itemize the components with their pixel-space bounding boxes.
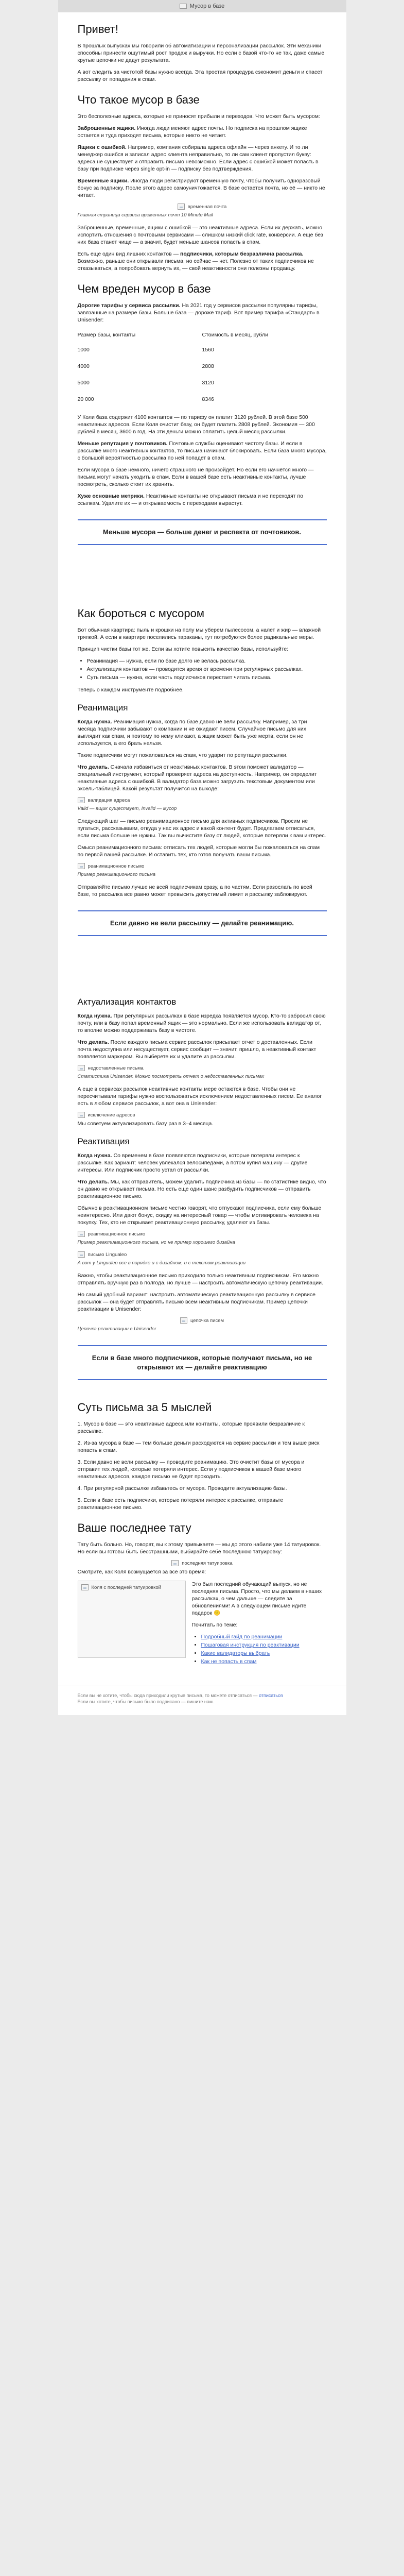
image-alt: реанимационное письмо [87, 863, 145, 869]
section-title-fight: Как бороться с мусором [77, 607, 204, 620]
section-paragraph: Заброшенные, временные, ящики с ошибкой — это неактивные адреса. Если их держать, можно испортить отношения с почтовыми сервисами — слишком низкий click rate, конверсии. А еще без них база станет чище — а значит, будет меньше шансов попасть в спам. [77, 225, 323, 245]
section-paragraph: Смысл реанимационного письма: отписать тех людей, которые могли бы пожаловаться на спам по первой вашей рассылке. И оставить тех, кто готов получать ваши письма. [77, 844, 320, 858]
table-cell: 3120 [202, 380, 214, 386]
image-alt: валидация адреса [87, 797, 130, 803]
summary-item: 3. Если давно не вели рассылку — проводите реанимацию. Это очистит базы от мусора и отправит тех людей, которые потеряли интерес. Если у подписчиков в вашей базе много неактивных адресов, каждое письмо не будет проходить. [77, 1459, 305, 1480]
image-caption: Цепочка реактивации в Unisender [77, 1326, 156, 1332]
related-link[interactable]: Какие валидаторы выбрать [201, 1650, 270, 1656]
list-item [201, 1633, 327, 1640]
term: Что делать. [77, 1039, 109, 1045]
section-paragraph: У Коли база содержит 4100 контактов — по тарифу он платит 3120 рублей. В этой базе 500 неактивных адресов. Если Коля очистит базу, он будет платить 2808 рублей. Экономия — 300 рублей в месяц, 3600 в год. На эти деньги можно оплатить целый месяц рассылки. [77, 414, 315, 435]
list-item [201, 1641, 327, 1649]
term: Дорогие тарифы у сервиса рассылки. [77, 302, 181, 309]
term: Заброшенные ящики. [77, 125, 136, 131]
table-cell: 1560 [202, 347, 214, 353]
section-paragraph: Отправляйте письмо лучше не всей подписчикам сразу, а по частям. Если разослать по всей базе, то рассылка все равно может превысить допустимый лимит и рассылку заблокируют. [77, 884, 312, 897]
image-alt: временная почта [187, 204, 227, 210]
image-placeholder [78, 797, 327, 803]
list-item: • Актуализация контактов — проводится время от времени при регулярных рассылках. [87, 666, 327, 673]
image-alt: письмо Lingualeo [87, 1251, 127, 1258]
term-description: Например, компания собирала адреса офлайн — через анкету. И то ли менеджер ошибся и записал адрес клиента неправильно, то ли сам клиент пропустил букву: адреса не существует и отправить письмо невозможно. Если адрес с ошибкой может попасть в базу при подписке через single opt-in — подписку без подтверждения. [77, 144, 319, 172]
intro-paragraph-2: А вот следить за чистотой базы нужно всегда. Эта простая процедура сэкономит деньги и спасет рассылку от попадания в спам. [77, 69, 323, 82]
pricing-table [78, 328, 327, 408]
section-paragraph: Такие подписчики могут пожаловаться на спам, что ударит по репутации рассылки. [77, 752, 288, 758]
term: Временные ящики. [77, 178, 129, 184]
spacer [78, 566, 327, 597]
table-row [78, 375, 327, 391]
section-paragraph [78, 1178, 327, 1200]
image-alt: последняя татуировка [182, 1560, 233, 1566]
text: При регулярных рассылках в базе изредка появляется мусор. Кто-то забросил свою почту, или в базу попал временный ящик — это нормально. Если же использовать валидатор от, то вполне можно поддерживать базу в чистоте. [77, 1013, 326, 1033]
unsubscribe-link[interactable]: отписаться [259, 1693, 283, 1698]
table-cell: 5000 [77, 380, 90, 386]
broken-image-icon [78, 1112, 85, 1118]
section-title-reanimation: Реанимация [77, 703, 128, 713]
section-title-tattoo: Ваше последнее тату [77, 1521, 191, 1534]
image-placeholder [78, 1317, 327, 1324]
image-alt: недоставленные письма [87, 1065, 144, 1071]
section-paragraph: Мы советуем актуализировать базу раз в 3–4 месяца. [77, 1121, 214, 1127]
broken-image-icon [180, 1317, 187, 1324]
term: подписчики, которым безразлична рассылка. [180, 251, 304, 257]
image-placeholder [78, 1581, 186, 1658]
text: Сначала избавиться от неактивных контактов. В этом поможет валидатор — специальный инструмент, который проверяет адреса на доступность. Например, он определит неактивные адреса с ошибкой. В валидатор база можно загрузить текстовым документом или эксель-таблицей. Какой результат получится на выходе: [77, 764, 317, 792]
section-paragraph [78, 1012, 327, 1034]
list-item [201, 1650, 327, 1657]
section-paragraph: Важно, чтобы реактивационное письмо приходило только неактивным подписчикам. Его можно отправлять вручную раз в полгода, но лучше — настроить автоматическую цепочку реактивации. [77, 1273, 323, 1286]
section-paragraph [78, 1152, 327, 1174]
table-cell: 1000 [77, 347, 90, 353]
term: Ящики с ошибкой. [77, 144, 127, 150]
term: Когда нужна. [77, 1013, 112, 1019]
list-item: • Суть письма — нужна, если часть подписчиков перестает читать письма. [87, 674, 327, 681]
section-paragraph: Но самый удобный вариант: настроить автоматическую реактивационную рассылку в сервисе рассылок — она будет отправлять письмо всем неактивным подписчикам. Пример цепочки реактивации в Unisender: [77, 1292, 315, 1312]
email-header-title: Мусор в базе [189, 3, 225, 9]
table-row [78, 342, 327, 358]
text: Реанимация нужна, когда по базе давно не вели рассылку. Например, за три месяца подписчики забывают о компании и не ожидают писем. Случайное письмо для них выглядит как спам, и поэтому по нему кликают, а ящик может быть уже мертв, если он не используется, а его брать нельзя. [77, 719, 307, 747]
term-description: Иногда люди регистрируют временную почту, чтобы получить одноразовый бонус за подписку. После этого адрес самоуничтожается. В базе остается почта, но её — никто не читает. [77, 178, 325, 198]
broken-image-icon [178, 204, 185, 210]
list-item [201, 1658, 327, 1665]
section-paragraph: Смотрите, как Коля возмущается за все это время: [77, 1569, 206, 1575]
text: Почтовые службы оценивают чистоту базы. И если в рассылке много неактивных контактов, то письма начинают блокировать. Если база много мусора, с большой вероятностью рассылка по ней попадет в спам. [77, 440, 327, 461]
list-item: • Реанимация — нужна, если по базе долго не велась рассылка. [87, 657, 327, 665]
term: Что делать. [77, 1179, 109, 1185]
image-placeholder [78, 1560, 327, 1566]
section-paragraph: Следующий шаг — письмо реанимационное письмо для активных подписчиков. Просим не пугаться, рассказываем, откуда у нас их адрес и какой контент будет. Предлагаем отписаться, если письма больше не нужны. Так вы вычистите базу от людей, которые потеряли к вам интерес. [77, 818, 326, 839]
table-header-cell: Стоимость в месяц, рубли [202, 332, 268, 338]
image-placeholder [78, 1251, 327, 1258]
section-paragraph: Это бесполезные адреса, которые не приносят прибыли и переходов. Что может быть мусором: [77, 113, 320, 120]
table-cell: 4000 [77, 363, 90, 369]
broken-image-icon [81, 1584, 89, 1590]
text: Со временем в базе появляются подписчики, которые потеряли интерес к рассылке. Как вариант: человек увлекался велосипедами, а потом купил машину — другие интересы. Или подписчик просто устал от рассылки. [77, 1153, 308, 1173]
broken-image-icon [78, 1251, 85, 1258]
table-row [78, 358, 327, 375]
section-paragraph [78, 764, 327, 792]
image-caption: Главная страница сервиса временных почт 10 Minute Mail [77, 212, 213, 218]
spacer [78, 957, 327, 988]
text: На 2021 год у сервисов рассылки популярны тарифы, завязанные на размере базы. Больше база — дороже тариф. Вот пример тарифа «Стандарт» в Unisender: [77, 302, 320, 323]
image-alt: исключение адресов [87, 1112, 135, 1118]
email-header [58, 0, 346, 12]
trash-item-temporary [78, 177, 327, 199]
highlight-banner: Меньше мусора — больше денег и респекта от почтовиков. [78, 519, 327, 545]
table-cell: 8346 [202, 396, 214, 402]
image-wrap [81, 1584, 161, 1590]
related-link[interactable]: Пошаговая инструкция по реактивации [201, 1642, 300, 1648]
section-paragraph: А еще в сервисах рассылок неактивные контакты мере остаются в базе. Чтобы они не пересчитывали тарифы нужно воспользоваться исключением недоставленных писем. Ее аналог есть в любом сервисе рассылок, а вот она в Unisender: [77, 1086, 322, 1107]
highlight-banner: Если в базе много подписчиков, которые получают письма, но не открывают их — делайте реактивацию [78, 1345, 327, 1380]
table-cell: 2808 [202, 363, 214, 369]
image-caption: Valid — ящик существует, Invalid — мусор [77, 806, 177, 811]
summary-item: 1. Мусор в базе — это неактивные адреса или контакты, которые проявили безразличие к рассылке. [77, 1421, 305, 1434]
text: Неактивные контакты не открывают письма и не переходят по ссылкам. Удалите их — и открываемость с переходами вырастут. [77, 493, 304, 506]
outro-text [192, 1581, 327, 1670]
related-links [201, 1633, 327, 1665]
table-header-cell: Размер базы, контакты [77, 332, 136, 338]
summary-item: 5. Если в базе есть подписчики, которые потеряли интерес к рассылке, отправьте реактивационное письмо. [77, 1497, 284, 1511]
section-paragraph [78, 493, 327, 507]
section-paragraph [78, 440, 327, 462]
section-paragraph: Вот обычная квартира: пыль и крошки на полу мы уберем пылесосом, а налет и жир — влажной тряпкой. А если в квартире поселились тараканы, тут потребуются более радикальные меры. [77, 627, 321, 640]
image-placeholder [78, 204, 327, 210]
image-placeholder [78, 1065, 327, 1071]
section-paragraph [78, 718, 327, 747]
image-caption: Статистика Unisender. Можно посмотреть отчет о недоставленных письмах [77, 1074, 265, 1079]
broken-image-icon [171, 1560, 179, 1566]
image-placeholder [78, 1112, 327, 1118]
image-caption: А вот у Lingualeo все в порядке и с дизайном, и с текстом реактивации [77, 1260, 246, 1266]
section-paragraph: Принцип чистки базы тот же. Если вы хотите повысить качество базы, используйте: [77, 646, 289, 652]
summary-item: 2. Из-за мусора в базе — тем больше деньги расходуются на сервис рассылки и тем выше риск попасть в спам. [77, 1440, 320, 1453]
image-alt: реактивационное письмо [87, 1231, 146, 1237]
term: Что делать. [77, 764, 109, 770]
broken-image-icon [78, 863, 85, 869]
section-title-harm: Чем вреден мусор в базе [77, 282, 211, 295]
term: Хуже основные метрики. [77, 493, 145, 499]
intro-paragraph-1: В прошлых выпусках мы говорили об автоматизации и персонализации рассылок. Эти механики способны принести ощутимый рост продаж и выручки. Но если с базой что-то не так, даже самые крутые цепочки не дадут результата. [77, 43, 325, 63]
image-caption: Пример реактивационного письма, но не пример хорошего дизайна [77, 1240, 235, 1245]
text: Возможно, раньше они открывали письма, но сейчас — нет. Полезно от таких подписчиков не отказываться, а попробовать вернуть их, — свой неактивности они полезны продавцу. [77, 258, 314, 272]
outro-block [78, 1581, 327, 1670]
table-row [78, 391, 327, 408]
text: После каждого письма сервис рассылок присылает отчет о доставленных. Если почта недоступна или несуществует, сервис сообщит — значит, пришло, а неактивный контакт появляется маркером. Вы выберете их и удалите из рассылки. [77, 1039, 317, 1060]
table-cell: 20 000 [77, 396, 94, 402]
term: Меньше репутация у почтовиков. [77, 440, 168, 447]
broken-image-icon [78, 797, 85, 803]
highlight-banner: Если давно не вели рассылку — делайте реанимацию. [78, 910, 327, 936]
section-paragraph: Если мусора в базе немного, ничего страшного не произойдёт. Но если его начнётся много — письма могут начать уходить в спам. Если в вашей базе есть неактивные контакты, лучше посмотреть, сколько стоит их хранить. [77, 467, 314, 487]
text: Мы, как отправитель, можем удалить подписчика из базы — по статистике видно, что он давно не открывает письма. Но есть еще один шанс разбудить подписчиков — отправить реактивационное письмо. [77, 1179, 326, 1199]
section-paragraph [78, 1039, 327, 1060]
term: Когда нужна. [77, 1153, 112, 1159]
logo-image-icon [180, 4, 187, 9]
related-title: Почитать по теме: [191, 1622, 238, 1628]
email-footer [58, 1686, 346, 1715]
section-title-actualization: Актуализация контактов [77, 997, 177, 1007]
trash-item-abandoned [78, 125, 327, 139]
trash-item-typo [78, 144, 327, 173]
footer-text: Если вы не хотите, чтобы сюда приходили крутые письма, то можете отписаться — [77, 1693, 259, 1698]
section-paragraph [78, 302, 327, 324]
footer-text: Если вы хотите, чтобы письмо было подписано — пишите нам. [77, 1699, 214, 1704]
section-title-summary: Суть письма за 5 мыслей [77, 1401, 212, 1414]
related-link[interactable]: Как не попасть в спам [201, 1658, 257, 1665]
section-paragraph: Теперь о каждом инструменте подробнее. [77, 687, 184, 693]
image-placeholder [78, 863, 327, 869]
greeting: Привет! [77, 23, 118, 36]
image-alt: цепочка писем [190, 1317, 224, 1324]
image-placeholder [78, 1231, 327, 1237]
term-description: Иногда люди меняют адрес почты. Но подписка на прошлом ящике остается и туда приходят письма, которые никто не читает. [77, 125, 307, 139]
section-paragraph: Тату быть больно. Но, говорят, вы к этому привыкаете — мы до этого набили уже 14 татуировок. Но если вы готовы быть бесстрашными, выбирайте себе последнюю татуировку: [77, 1541, 321, 1555]
image-alt: Коля с последней татуировкой [91, 1584, 161, 1590]
term: Когда нужна. [77, 719, 112, 725]
broken-image-icon [78, 1231, 85, 1237]
image-caption: Пример реанимационного письма [77, 872, 156, 877]
text: Есть еще один вид лишних контактов — [77, 251, 181, 257]
table-header-row [78, 328, 327, 342]
email-content [58, 12, 346, 1686]
broken-image-icon [78, 1065, 85, 1071]
email-body [58, 0, 346, 1715]
section-paragraph: Обычно в реактивационном письме честно говорят, что отпускают подписчика, если ему больше неинтересно. Или дают бонус, скидку на интересный товар — чтобы мотивировать человека на покупку. Тех, кто не открывает реактивационную рассылку, удаляют из базы. [77, 1205, 322, 1226]
section-title-trash: Что такое мусор в базе [77, 93, 200, 106]
related-link[interactable]: Подробный гайд по реанимации [201, 1634, 283, 1640]
section-paragraph [78, 250, 327, 272]
tools-list [87, 657, 327, 681]
summary-item: 4. При регулярной рассылке избавьтесь от мусора. Проводите актуализацию базы. [77, 1485, 287, 1492]
outro-paragraph: Это был последний обучающий выпуск, но не последняя письма. Просто, что мы делаем в наших рассылках, о чем дальше — следите за обновлениями! А в следующем письме идите подарок 🙂 [191, 1581, 322, 1616]
section-title-reactivation: Реактивация [77, 1137, 130, 1146]
